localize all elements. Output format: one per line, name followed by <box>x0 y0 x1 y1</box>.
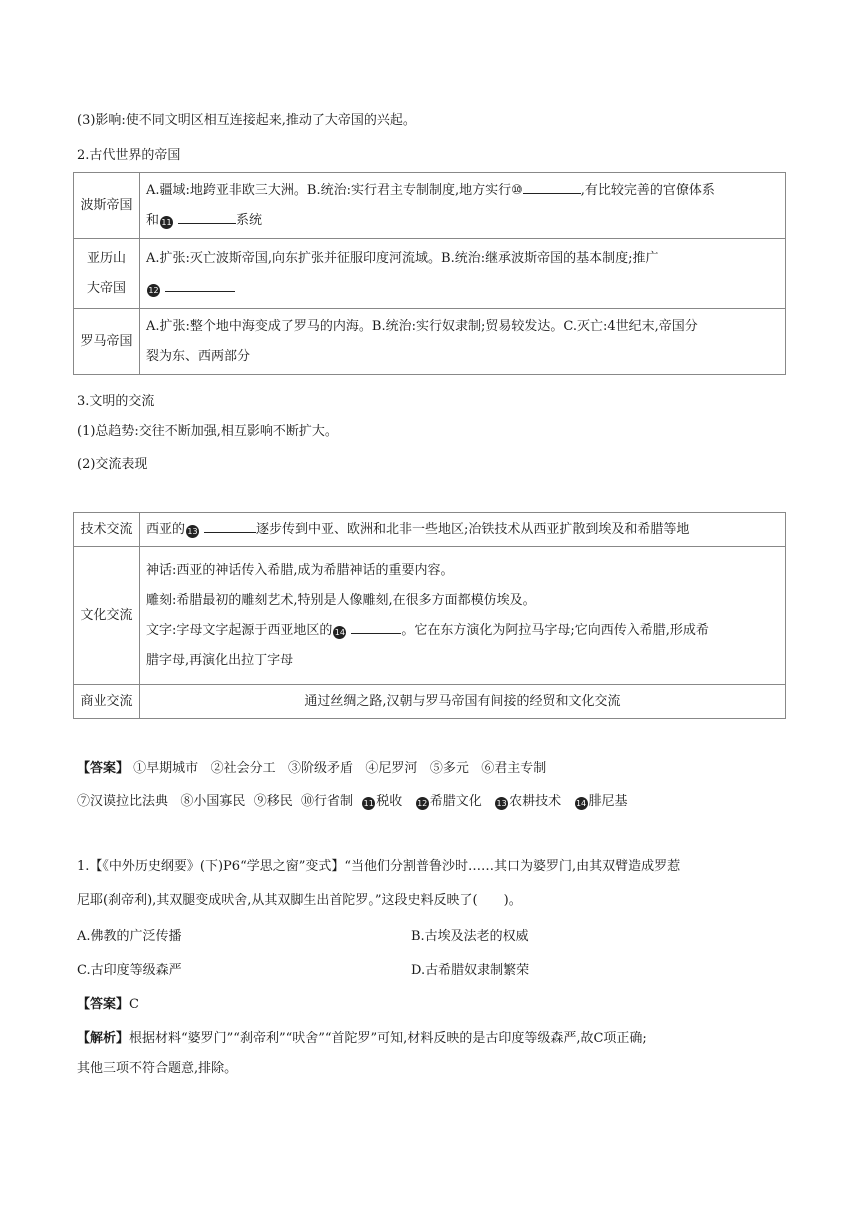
answer-item: 农耕技术 <box>509 794 562 809</box>
empires-table <box>73 172 786 375</box>
writing-text-1: 文字:字母文字起源于西亚地区的 <box>146 622 333 638</box>
explanation-line-1 <box>77 1027 647 1046</box>
answer-item: 腓尼基 <box>588 794 628 809</box>
table-row <box>74 547 786 685</box>
answer-item: ⑧小国寡民 <box>180 794 246 809</box>
answers-label: 【答案】 <box>77 761 130 776</box>
option-b[interactable]: B.古埃及法老的权威 <box>411 929 529 944</box>
influence-text: (3)影响:使不同文明区相互连接起来,推动了大帝国的兴起。 <box>77 113 416 128</box>
answer-item: ②社会分工 <box>210 761 276 776</box>
row-label-persia: 波斯帝国 <box>74 173 140 239</box>
answer-item: 税收 <box>376 794 403 809</box>
option-d[interactable]: D.古希腊奴隶制繁荣 <box>411 963 530 978</box>
rome-content <box>140 309 786 375</box>
culture-content <box>140 547 786 685</box>
fill-blank-14 <box>351 619 401 634</box>
question-stem-1: 1.【《中外历史纲要》(下)P6“学思之窗”变式】“当他们分割普鲁沙时……其口为婆罗门,由其双臂造成罗惹 <box>77 859 681 874</box>
persia-text-1: A.疆域:地跨亚非欧三大洲。B.统治:实行君主专制制度,地方实行 <box>146 182 512 198</box>
row-label-alexander-2: 大帝国 <box>86 280 126 296</box>
trend-text: (1)总趋势:交往不断加强,相互影响不断扩大。 <box>77 424 338 439</box>
fill-blank-13 <box>204 518 256 533</box>
table-row <box>74 173 786 239</box>
answer-item: ⑨移民 <box>253 794 293 809</box>
row-label-tech: 技术交流 <box>74 513 140 547</box>
answer-item: ⑤多元 <box>429 761 469 776</box>
answer-item: 希腊文化 <box>429 794 482 809</box>
sculpt-text: 雕刻:希腊最初的雕刻艺术,特别是人像雕刻,在很多方面都模仿埃及。 <box>146 592 536 608</box>
persia-content <box>140 173 786 239</box>
circled-number-14: 14 <box>334 627 345 637</box>
answer-value: C <box>129 997 139 1012</box>
row-label-alexander <box>74 239 140 309</box>
explanation-label: 【解析】 <box>77 1031 130 1046</box>
tech-text-1: 西亚的 <box>146 521 186 537</box>
rome-text-2: 裂为东、西两部分 <box>146 348 251 364</box>
fill-blank-10 <box>523 179 581 194</box>
fill-blank-12 <box>165 277 235 292</box>
circled-number-12: 12 <box>148 285 159 295</box>
trade-content: 通过丝绸之路,汉朝与罗马帝国有间接的经贸和文化交流 <box>140 685 786 719</box>
alexander-content <box>140 239 786 309</box>
row-label-culture: 文化交流 <box>74 547 140 685</box>
row-label-alexander-1: 亚历山 <box>86 250 126 266</box>
circled-number-13: 13 <box>496 799 507 808</box>
exchange-table <box>73 512 786 719</box>
tech-text-2: 逐步传到中亚、欧洲和北非一些地区;冶铁技术从西亚扩散到埃及和希腊等地 <box>256 521 690 537</box>
persia-text-2: ,有比较完善的官僚体系 <box>580 182 715 198</box>
section-heading-empires: 2.古代世界的帝国 <box>77 148 181 163</box>
circled-number-12: 12 <box>417 799 428 808</box>
myth-text: 神话:西亚的神话传入希腊,成为希腊神话的重要内容。 <box>146 562 454 578</box>
table-row <box>74 239 786 309</box>
circled-number-11: 11 <box>161 217 172 227</box>
section-heading-exchange: 3.文明的交流 <box>77 394 155 409</box>
option-c[interactable]: C.古印度等级森严 <box>77 963 182 978</box>
row-label-rome: 罗马帝国 <box>74 309 140 375</box>
answer-item: ⑥君主专制 <box>481 761 547 776</box>
table-row <box>74 685 786 719</box>
table-row <box>74 309 786 375</box>
question-answer <box>77 993 139 1012</box>
writing-text-3: 腊字母,再演化出拉丁字母 <box>146 652 294 668</box>
question-stem-2: 尼耶(刹帝利),其双腿变成吠舍,从其双脚生出首陀罗。”这段史料反映了( )。 <box>77 893 522 908</box>
alexander-text: A.扩张:灭亡波斯帝国,向东扩张并征服印度河流域。B.统治:继承波斯帝国的基本制度;推广 <box>146 250 659 266</box>
circled-number-13: 13 <box>187 526 198 536</box>
persia-text-3: 和 <box>146 212 160 228</box>
circled-number-11: 11 <box>363 799 374 808</box>
explanation-text: 根据材料“婆罗门”“刹帝利”“吠舍”“首陀罗”可知,材料反映的是古印度等级森严,故C项正确; <box>129 1031 647 1046</box>
explanation-line-2: 其他三项不符合题意,排除。 <box>77 1061 238 1076</box>
table-row <box>74 513 786 547</box>
answers-row-2 <box>77 792 628 812</box>
writing-text-2: 。它在东方演化为阿拉马字母;它向西传入希腊,形成希 <box>401 622 709 638</box>
answer-item: ⑩行省制 <box>300 794 353 809</box>
answers-row-1 <box>77 759 546 779</box>
option-a[interactable]: A.佛教的广泛传播 <box>77 929 182 944</box>
circled-number-14: 14 <box>575 799 587 808</box>
circled-number-10: ⑩ <box>511 182 523 198</box>
row-label-trade: 商业交流 <box>74 685 140 719</box>
fill-blank-11 <box>178 209 236 224</box>
forms-text: (2)交流表现 <box>77 457 148 472</box>
rome-text-1: A.扩张:整个地中海变成了罗马的内海。B.统治:实行奴隶制;贸易较发达。C.灭亡:4世纪末,帝国分 <box>146 318 698 334</box>
answer-item: ⑦汉谟拉比法典 <box>77 794 169 809</box>
tech-content <box>140 513 786 547</box>
persia-text-4: 系统 <box>236 212 263 228</box>
answer-item: ③阶级矛盾 <box>288 761 354 776</box>
answer-item: ④尼罗河 <box>365 761 418 776</box>
answer-item: ①早期城市 <box>133 761 199 776</box>
answer-label: 【答案】 <box>77 997 130 1012</box>
